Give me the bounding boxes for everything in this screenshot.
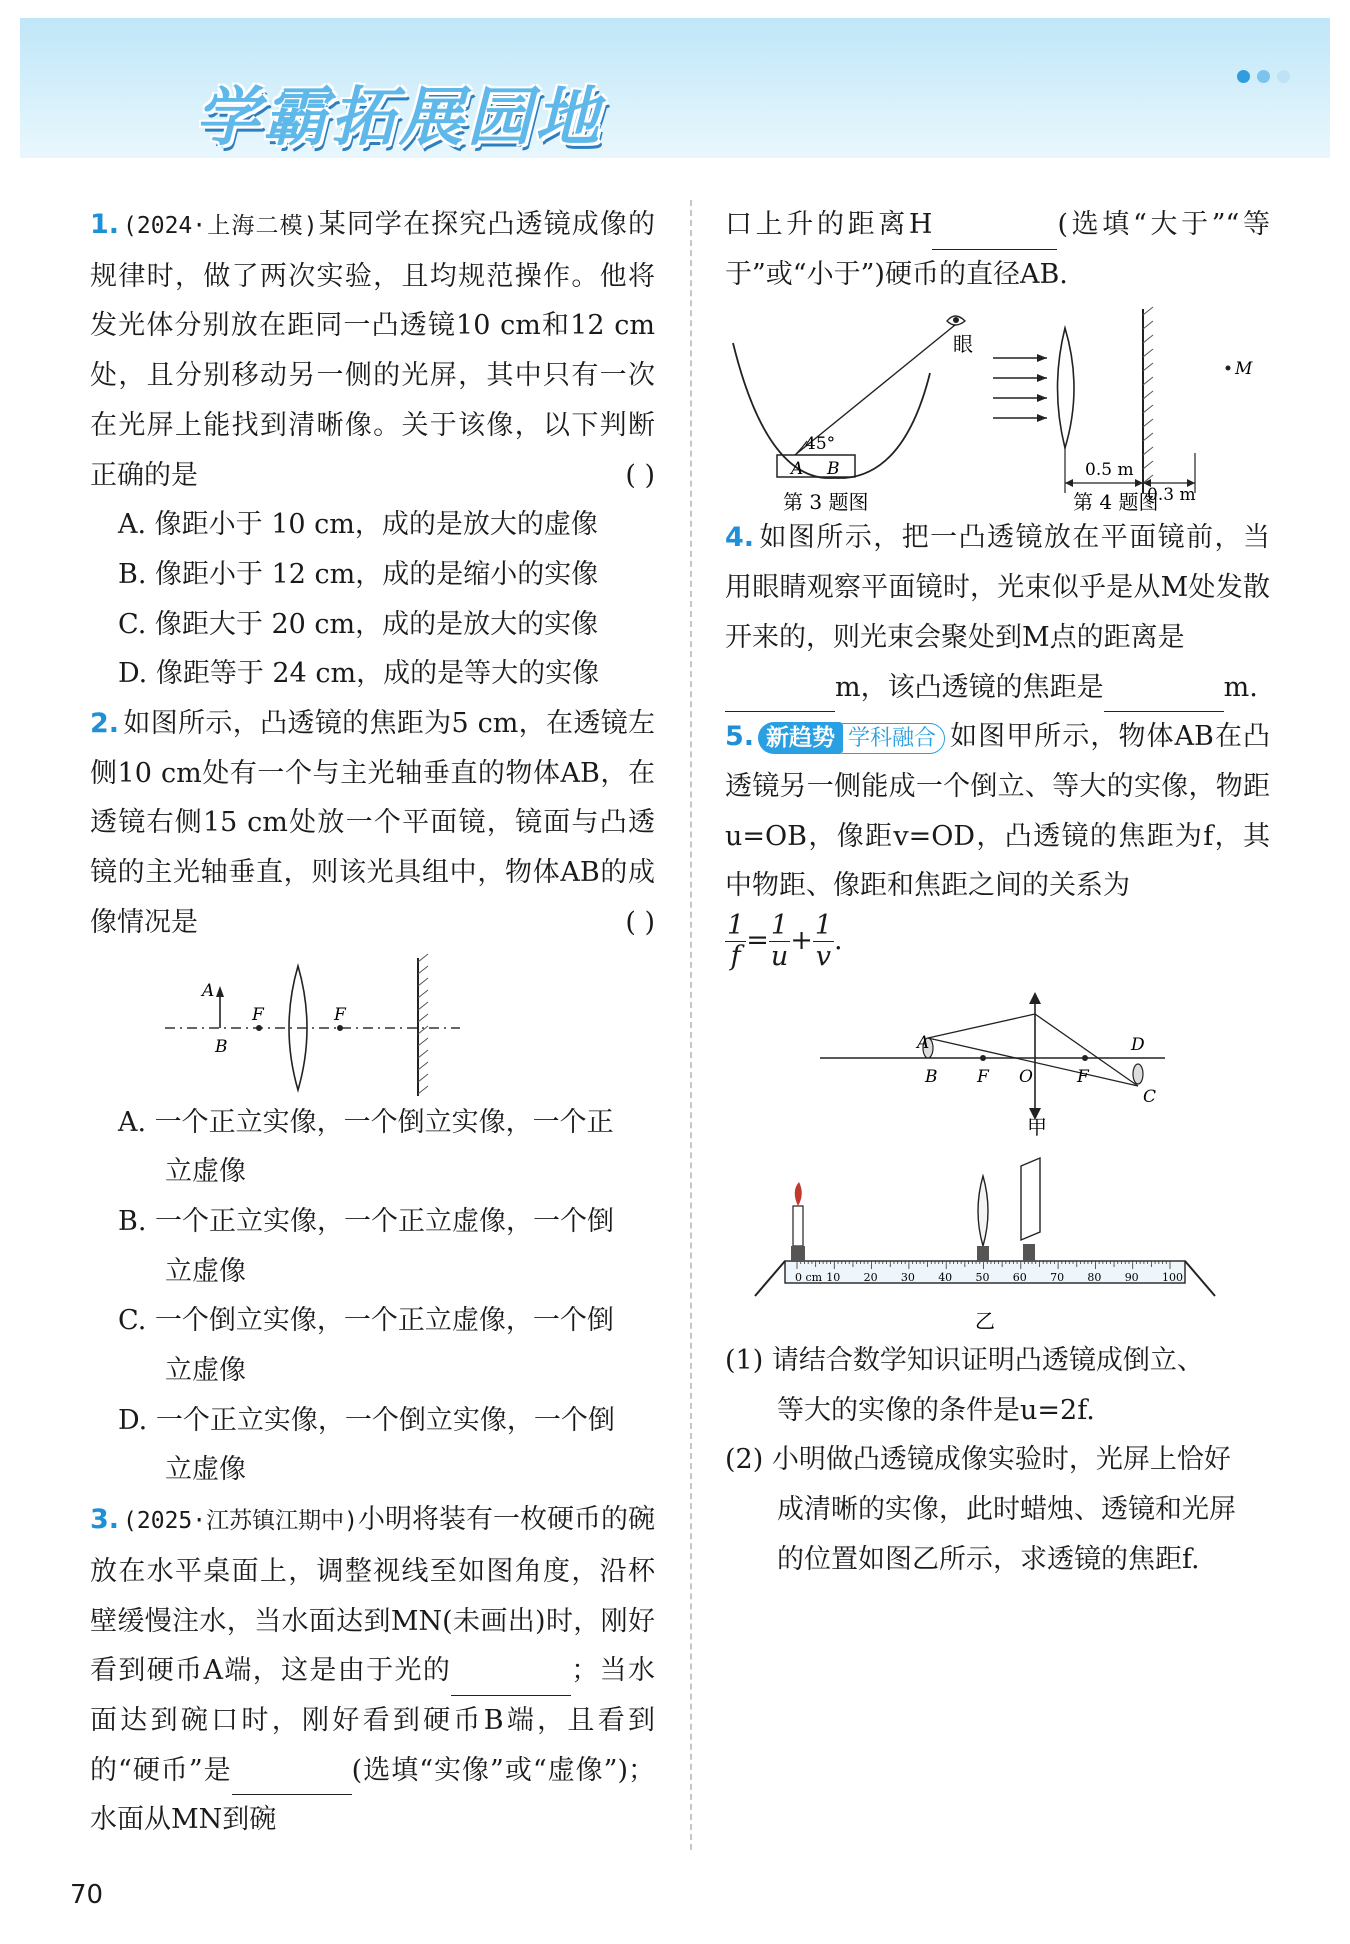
- left-column: [90, 200, 655, 1845]
- q3-text-b: ；当水面达到碗口时，刚好看到硬币B端，且看到的“硬币”是: [90, 1655, 655, 1786]
- ruler-tick-label: 80: [1087, 1271, 1102, 1285]
- q3-cont-b: (选填“大于”“等于”或“小于”)硬币的直径AB.: [725, 209, 1270, 290]
- q3-coin: [777, 455, 855, 480]
- q4-blank-1[interactable]: [725, 679, 835, 712]
- q4-unit-2: m.: [1223, 671, 1258, 703]
- q3-eye-label: 眼: [953, 332, 973, 357]
- ruler-tick-label: 100: [1162, 1271, 1183, 1285]
- q5-subject-tag: 学科融合: [839, 723, 945, 754]
- q1-option-b: B. 像距小于 12 cm，成的是缩小的实像: [118, 558, 599, 590]
- q2-option-b-cont: 立虚像: [165, 1255, 246, 1287]
- q2-number: 2.: [90, 708, 120, 740]
- q5-sub2: (2) 小明做凸透镜成像实验时，光屏上恰好: [725, 1444, 1231, 1476]
- q4-number: 4.: [725, 522, 755, 554]
- q3-text-a: 小明将装有一枚硬币的碗放在水平桌面上，调整视线至如图角度，沿杯壁缓慢注水，当水面达到MN(未画出)时，刚好看到硬币A端，这是由于光的: [90, 1504, 655, 1687]
- q3-number: 3.: [90, 1504, 120, 1536]
- q3-blank-3[interactable]: [932, 217, 1057, 250]
- jia-label-d: D: [1131, 1035, 1145, 1056]
- q5-number: 5.: [725, 721, 755, 753]
- q2-option-a-cont: 立虚像: [165, 1156, 246, 1188]
- q3-stem: [90, 1495, 655, 1845]
- jia-label-f2: F: [1077, 1067, 1089, 1088]
- q2-label-a: A: [202, 980, 215, 1001]
- q2-focus-left: [256, 1025, 262, 1031]
- q1-option-c: C. 像距大于 20 cm，成的是放大的实像: [118, 608, 599, 640]
- q4-point-m: [1226, 366, 1231, 371]
- q4-dist-1: 0.5 m: [1085, 460, 1134, 481]
- q4-unit-1: m，该凸透镜的焦距是: [835, 671, 1104, 703]
- q3-source: (2025·江苏镇江期中): [123, 1508, 358, 1535]
- q3-q4-figures: [725, 303, 1270, 513]
- jia-label-o: O: [1019, 1067, 1033, 1088]
- q4-incident-rays: [993, 358, 1047, 418]
- q5-sub2-cont-2: 的位置如图乙所示，求透镜的焦距f.: [777, 1543, 1200, 1575]
- yi-flame: [795, 1182, 802, 1206]
- yi-screen: [1021, 1158, 1040, 1240]
- ruler-tick-label: 0 cm: [795, 1271, 823, 1285]
- section-title: 学霸拓展园地: [195, 81, 603, 155]
- q5-sub2-cont-1: 成清晰的实像，此时蜡烛、透镜和光屏: [777, 1494, 1236, 1526]
- q5-figure-yi: [725, 1136, 1270, 1336]
- q5-formula: $\frac{1}{f}$ = $\frac{1}{u}$ + $\frac{1}{v}$ .: [727, 910, 843, 973]
- q2-label-f2: F: [334, 1004, 346, 1025]
- q5-sub1-cont: 等大的实像的条件是u=2f.: [777, 1394, 1095, 1426]
- q2-text: 如图所示，凸透镜的焦距为5 cm，在透镜左侧10 cm处有一个与主光轴垂直的物体AB，在透镜右侧15 cm处放一个平面镜，镜面与凸透镜的主光轴垂直，则该光具组中，物体AB的成像情况是: [90, 708, 655, 938]
- yi-screen-holder: [1023, 1244, 1035, 1262]
- q3-label-a: A: [791, 459, 804, 480]
- q2-option-c: C. 一个倒立实像，一个正立虚像，一个倒: [118, 1305, 614, 1337]
- yi-caption: 乙: [975, 1309, 995, 1334]
- q1-answer-paren: ( ): [625, 459, 655, 491]
- q1-number: 1.: [90, 209, 120, 240]
- ruler-tick-label: 20: [863, 1271, 878, 1285]
- q2-answer-paren: ( ): [625, 906, 655, 938]
- ruler-tick-label: 70: [1050, 1271, 1065, 1285]
- q1-text: 某同学在探究凸透镜成像的规律时，做了两次实验，且均规范操作。他将发光体分别放在距同一凸透镜10 cm和12 cm处，且分别移动另一侧的光屏，其中只有一次在光屏上能找到清晰像。关于该像，以下判断正确的是: [90, 209, 656, 491]
- q5-figure-jia: [725, 976, 1270, 1136]
- q5-trend-tag: 新趋势: [758, 722, 843, 754]
- q2-focus-right: [337, 1025, 343, 1031]
- q2-label-f1: F: [252, 1004, 264, 1025]
- q2-stem: [90, 699, 655, 948]
- q3-bowl: [733, 343, 930, 478]
- q3-continued: [725, 200, 1270, 299]
- jia-label-f1: F: [977, 1067, 989, 1088]
- ruler-tick-label: 90: [1124, 1271, 1139, 1285]
- q2-option-d: D. 一个正立实像，一个倒立实像，一个倒: [118, 1404, 615, 1436]
- formula-1-over-v: $\frac{1}{v}$: [814, 910, 833, 973]
- ruler-tick-label: 40: [938, 1271, 953, 1285]
- q4-dist-2: 0.3 m: [1147, 485, 1196, 506]
- dot-2: [1257, 70, 1270, 83]
- column-divider: [690, 200, 692, 1850]
- q5-text: 如图甲所示，物体AB在凸透镜另一侧能成一个倒立、等大的实像，物距u=OB，像距v=OD，凸透镜的焦距为f，其中物距、像距和焦距之间的关系为: [725, 721, 1270, 902]
- jia-label-c: C: [1143, 1087, 1157, 1108]
- ruler-tick-label: 60: [1012, 1271, 1027, 1285]
- header-dots: [1230, 68, 1290, 87]
- page-number: 70: [70, 1880, 104, 1910]
- formula-1-over-f: $\frac{1}{f}$: [727, 910, 745, 973]
- dot-3: [1277, 70, 1290, 83]
- ruler-tick-label: 30: [900, 1271, 915, 1285]
- q2-option-a: A. 一个正立实像，一个倒立实像，一个正: [118, 1106, 614, 1138]
- q4-mirror-hatch: [1143, 307, 1153, 483]
- q2-mirror-hatch: [418, 954, 428, 1094]
- q2-option-d-cont: 立虚像: [165, 1454, 246, 1486]
- q3-blank-1[interactable]: [451, 1663, 571, 1696]
- q3-text-c: (选填“实像”或“虚像”)；水面从MN到碗: [90, 1754, 656, 1836]
- q3-label-b: B: [827, 459, 840, 480]
- q4-text: 如图所示，把一凸透镜放在平面镜前，当用眼睛观察平面镜时，光束似乎是从M处发散开来的，则光束会聚处到M点的距离是: [725, 522, 1270, 653]
- q3-angle-label: 45°: [805, 434, 836, 455]
- yi-candle-holder: [791, 1246, 805, 1262]
- q4-blank-2[interactable]: [1104, 679, 1224, 712]
- q2-figure: [90, 948, 655, 1098]
- q4-fig-caption: 第 4 题图: [1073, 490, 1159, 514]
- jia-label-b: B: [925, 1067, 938, 1088]
- q2-option-c-cont: 立虚像: [165, 1355, 246, 1387]
- dot-1: [1237, 70, 1250, 83]
- q4-blanks: [725, 663, 1270, 713]
- jia-image: [1133, 1064, 1143, 1084]
- q2-label-b: B: [215, 1036, 228, 1057]
- q5-stem: [725, 712, 1270, 911]
- ruler-tick-label: 50: [975, 1271, 990, 1285]
- yi-lens: [978, 1176, 988, 1246]
- q1-source: (2024·上海二模): [123, 213, 318, 239]
- q2-option-b: B. 一个正立实像，一个正立虚像，一个倒: [118, 1205, 615, 1237]
- q1-option-d: D. 像距等于 24 cm，成的是等大的实像: [118, 658, 600, 690]
- q3-fig-caption: 第 3 题图: [783, 490, 869, 514]
- q5-sub1: (1) 请结合数学知识证明凸透镜成倒立、: [725, 1345, 1204, 1377]
- formula-1-over-u: $\frac{1}{u}$: [770, 910, 789, 973]
- q4-label-m: M: [1235, 359, 1253, 380]
- jia-label-a: A: [917, 1033, 930, 1054]
- header-banner: [20, 18, 1330, 158]
- right-column: [725, 200, 1270, 1585]
- q4-lens: [1058, 328, 1075, 448]
- ruler-tick-label: 10: [826, 1271, 841, 1285]
- q4-stem: [725, 513, 1270, 662]
- jia-caption: 甲: [1027, 1115, 1047, 1137]
- q1-option-a: A. 像距小于 10 cm，成的是放大的虚像: [118, 509, 598, 541]
- q1-stem: [90, 200, 655, 500]
- q3-cont-a: 口上升的距离H: [725, 209, 933, 240]
- yi-lens-holder: [977, 1246, 989, 1262]
- yi-candle: [793, 1206, 803, 1246]
- q3-blank-2[interactable]: [232, 1762, 352, 1795]
